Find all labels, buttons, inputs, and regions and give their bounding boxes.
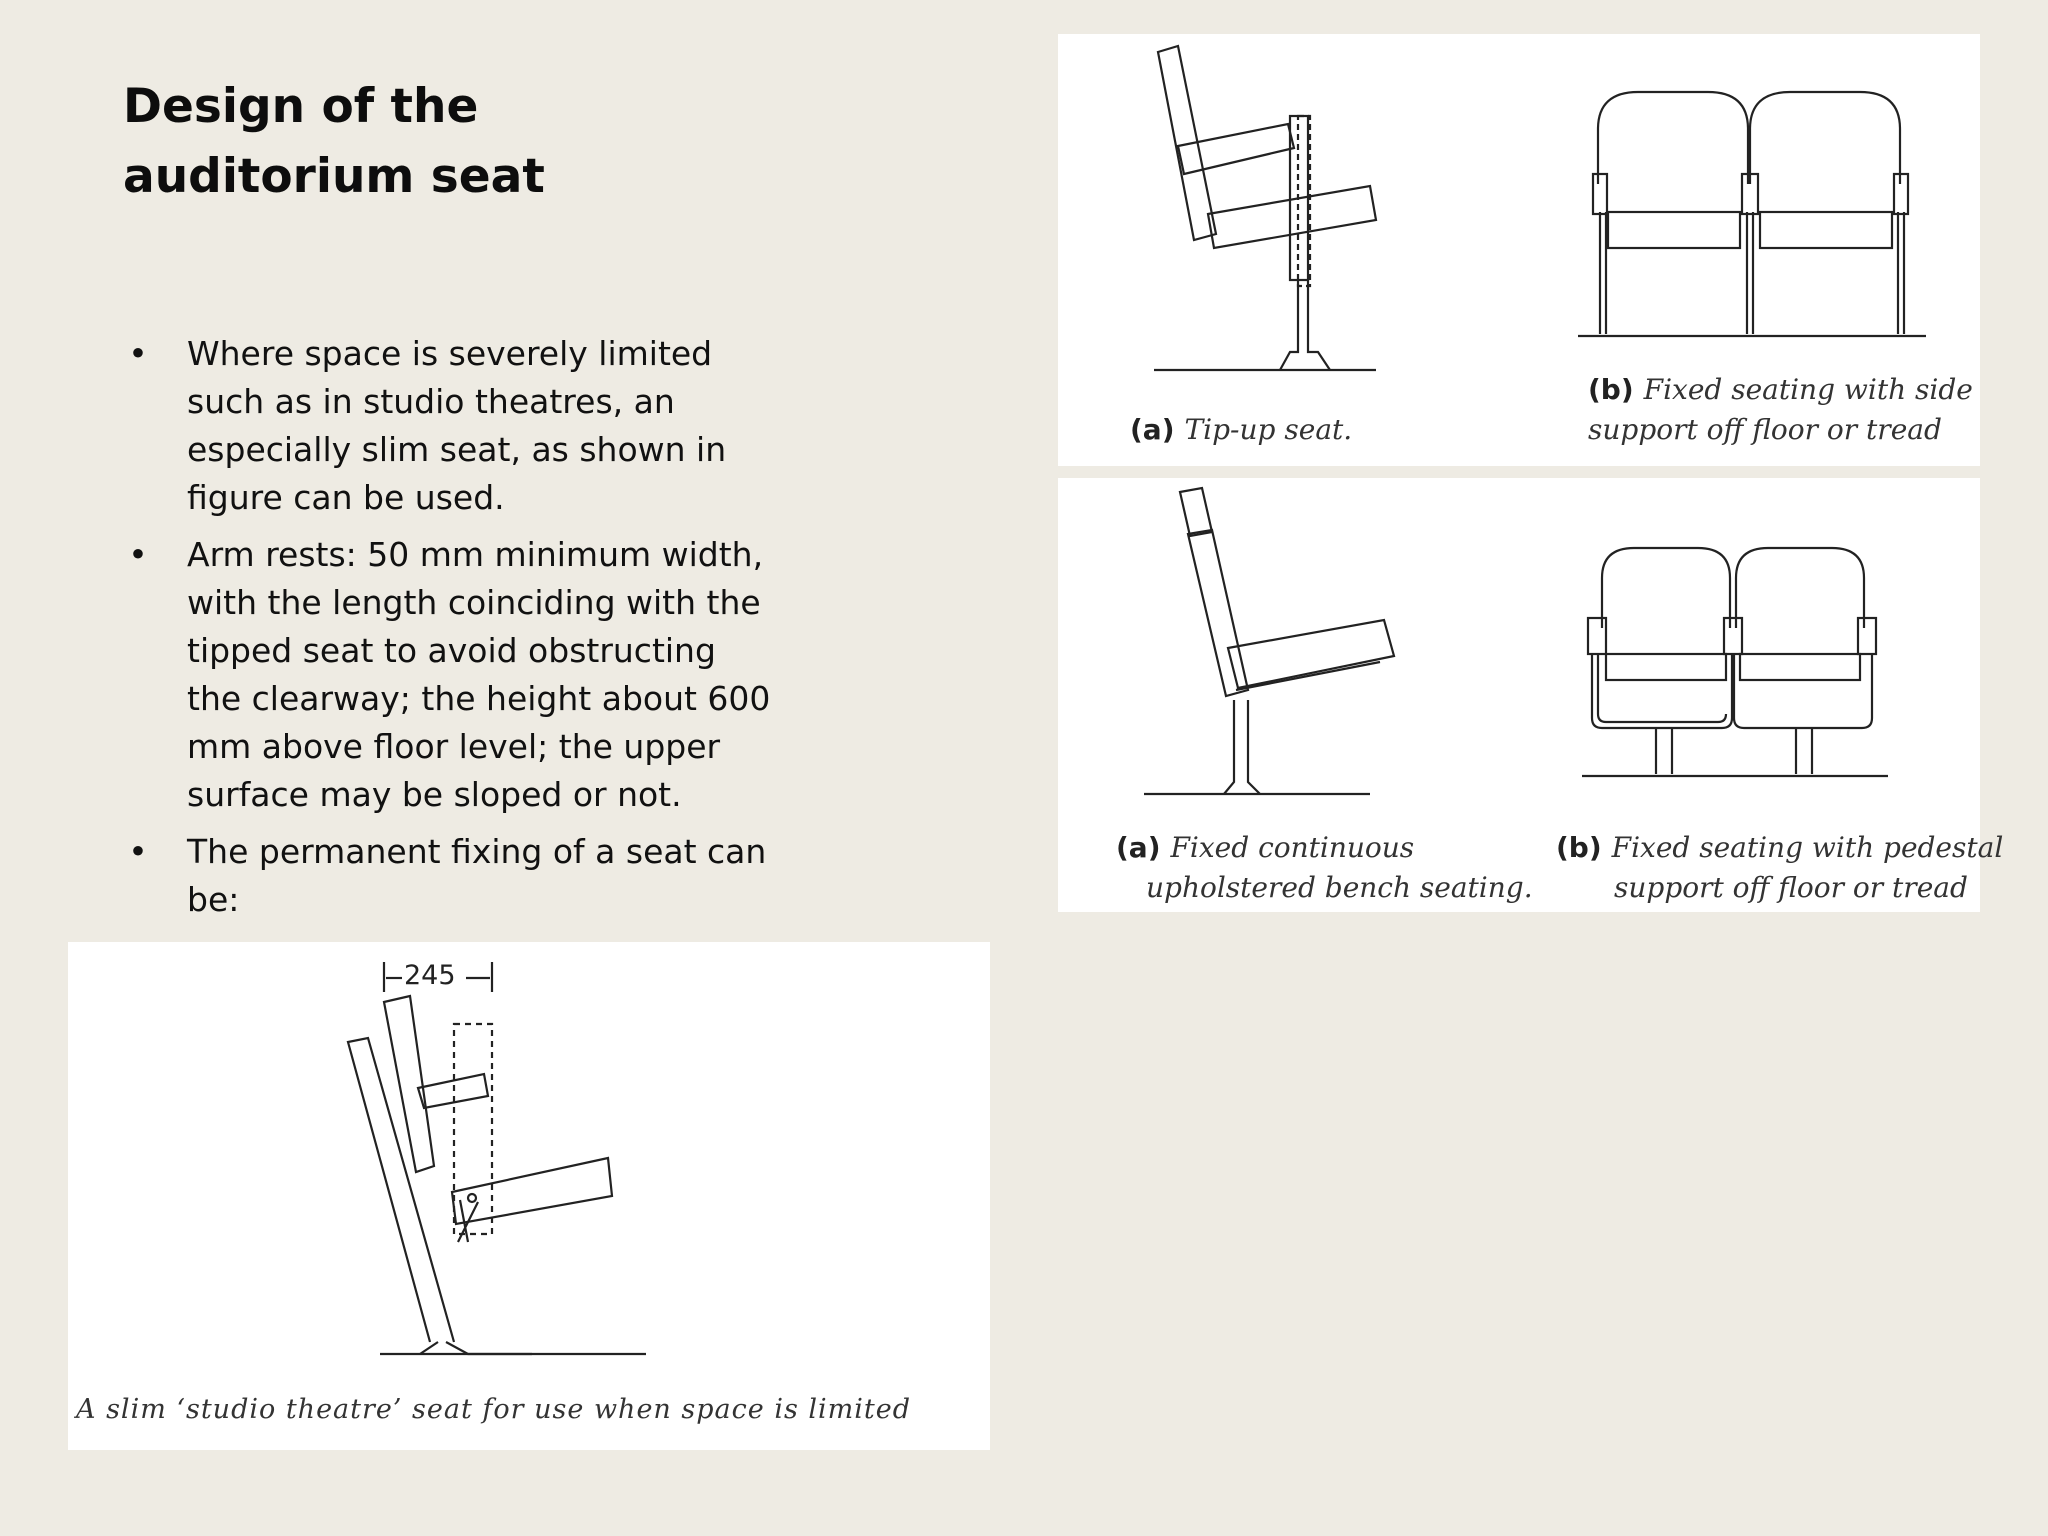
caption-label: (a)	[1130, 413, 1175, 446]
caption-bench-line2: upholstered bench seating.	[1146, 871, 1533, 904]
list-item	[123, 531, 773, 819]
side-support-seats-drawing	[1578, 92, 1926, 336]
caption-pedestal-line2: support off floor or tread	[1614, 871, 1968, 904]
figure-tip-up-and-side-support	[1058, 34, 1980, 466]
list-item	[123, 330, 773, 522]
list-item	[123, 828, 773, 924]
bullet-text: Arm rests: 50 mm minimum width, with the length coinciding with the tipped seat to avoid obstructing the clearway; the height about 600 mm above floor level; the upper surface may be sloped or not.	[187, 535, 771, 814]
bullet-text: Where space is severely limited such as in studio theatres, an especially slim seat, as shown in figure can be used.	[187, 334, 727, 517]
caption-label: (b)	[1588, 373, 1634, 406]
caption-side-support-line2: support off floor or tread	[1588, 413, 1942, 446]
caption-text: Fixed seating with side	[1643, 373, 1973, 406]
caption-side-support-line1	[1588, 370, 1973, 410]
caption-pedestal-line1	[1556, 828, 2003, 868]
bullet-dot: •	[128, 832, 148, 871]
caption-bench-line1	[1116, 828, 1414, 868]
caption-text: Fixed seating with pedestal	[1611, 831, 2004, 864]
dimension-label: 245	[404, 960, 456, 991]
caption-tip-up	[1130, 410, 1352, 450]
figure-bench-and-pedestal	[1058, 478, 2004, 912]
caption-label: (b)	[1556, 831, 1602, 864]
pedestal-seats-drawing	[1582, 548, 1888, 776]
bullet-text: The permanent fixing of a seat can be:	[187, 832, 767, 919]
figure-slim-studio-seat	[68, 942, 990, 1450]
bullet-list	[123, 330, 773, 933]
caption-text: Fixed continuous	[1170, 831, 1415, 864]
slim-seat-drawing	[68, 942, 990, 1450]
caption-text: Tip-up seat.	[1184, 413, 1353, 446]
bullet-dot: •	[128, 334, 148, 373]
bullet-dot: •	[128, 535, 148, 574]
slide-title: Design of the auditorium seat	[123, 79, 545, 204]
caption-label: (a)	[1116, 831, 1161, 864]
caption-slim-seat: A slim ‘studio theatre’ seat for use when space is limited	[76, 1394, 912, 1425]
